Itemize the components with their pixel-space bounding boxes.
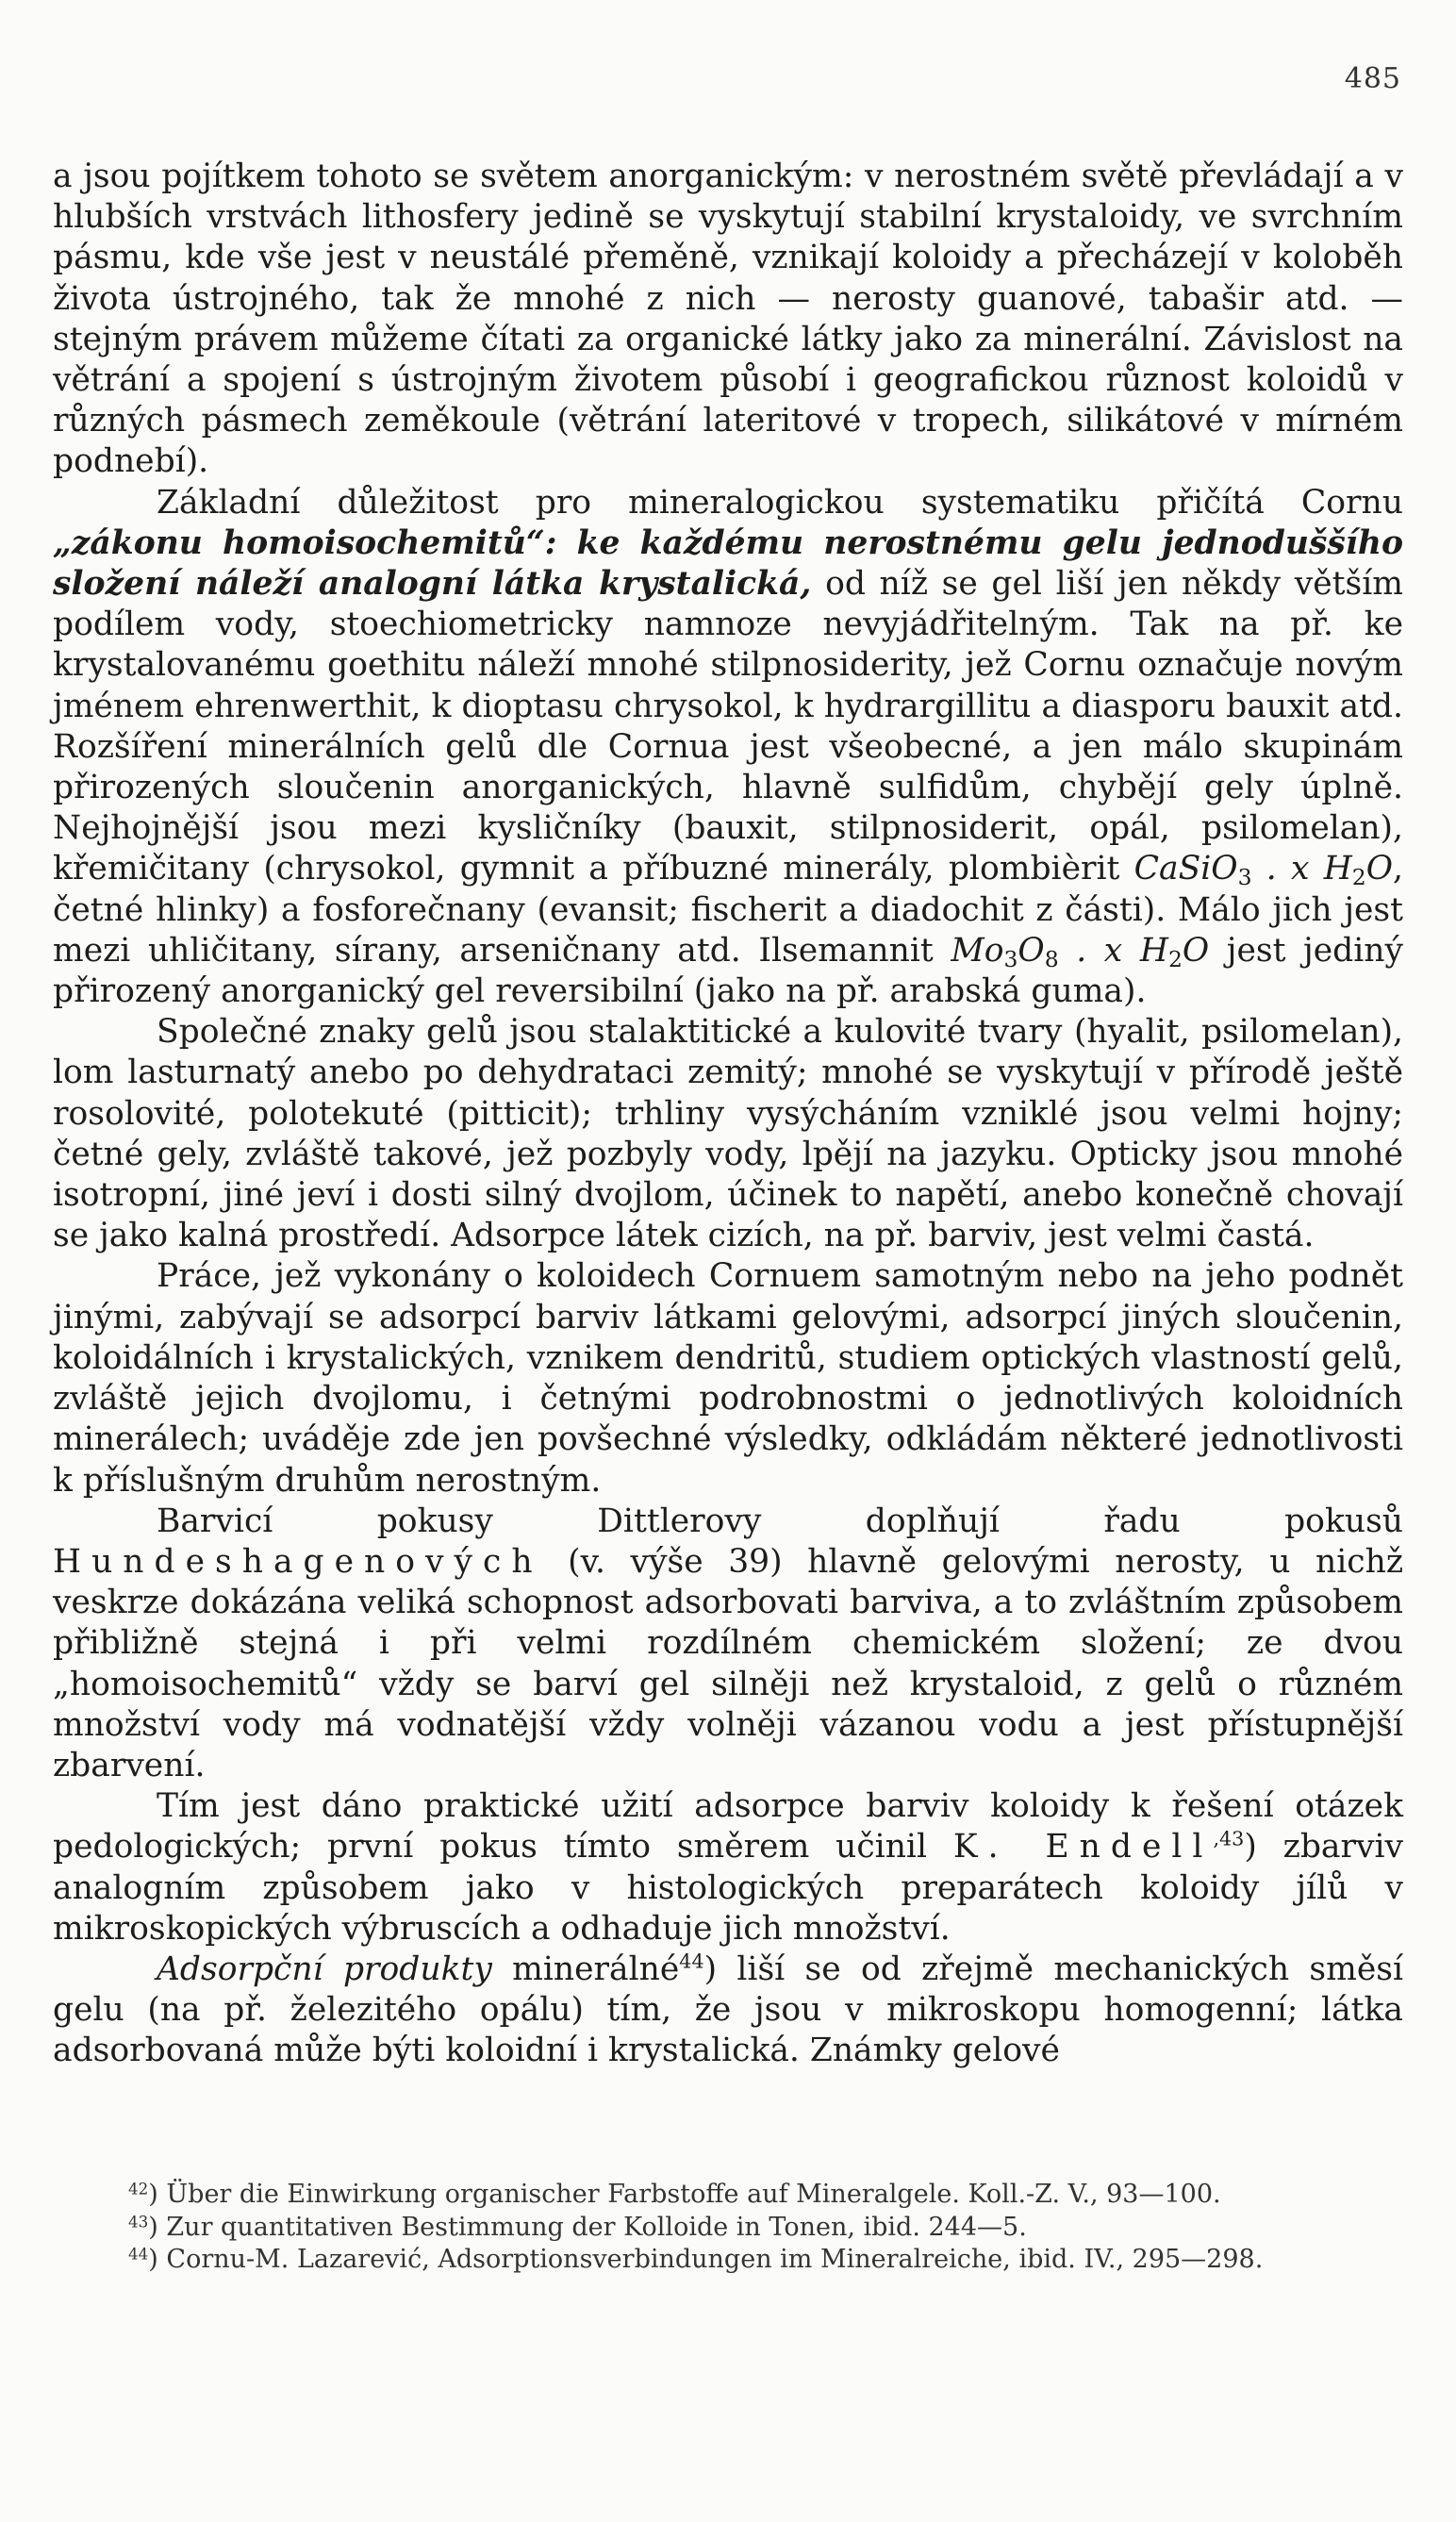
text-run: a jsou pojítkem tohoto se světem anorganickým: v nerostném světě převládají a v hlubších vrstvách lithosfery jedině se vyskytují stabilní krystaloidy, ve svrchním pásmu, kde vše jest v neustálé přeměně, vznikají koloidy a přecházejí v koloběh života ústrojného, tak že mnohé z nich — nerosty guanové, tabašir atd. — stejným právem můžeme čítati za organické látky jako za minerální. Závislost na větrání a spojení s ústrojným životem působí i geografickou různost koloidů v různých pásmech zeměkoule (větrání lateritové v tropech, silikátové v mírném podnebí). [53, 158, 1403, 481]
text-run: . [1251, 850, 1291, 888]
text-run: Základní důležitost pro mineralogickou systematiku přičítá Cornu [157, 483, 1403, 522]
text-run: (v. výše 39) hlavně gelovými nerosty, u nichž veskrze dokázána veliká schopnost adsorbovati barviva, a to zvláštním způsobem přibližně stejná i při velmi rozdílném chemickém složení; ze dvou „homoisochemitů“ vždy se barví gel silněji než krystaloid, z gelů o různém množství vody má vodnatější vždy volněji vázanou vodu a jest přístupnější zbarvení. [53, 1542, 1403, 1784]
body-text [53, 157, 1403, 2072]
text-run: K. Endell [952, 1828, 1214, 1867]
text-run: , četné hlinky) a fosforečnany (evansit; fischerit a diadochit z části). Málo jich jest mezi uhličitany, sírany, arseničnany atd. Ilsemannit [53, 850, 1403, 970]
text-run: Barvicí pokusy Dittlerovy doplňují řadu pokusů [157, 1502, 1403, 1540]
text-run: O [1365, 850, 1394, 888]
footnote-text: ) Cornu-M. Lazarević, Adsorptionsverbindungen im Mineralreiche, ibid. IV., 295—298. [148, 2245, 1264, 2274]
text-run: jest jediný přirozený anorganický gel reversibilní (jako na př. arabská guma). [53, 931, 1403, 1011]
text-run: . [1058, 931, 1104, 970]
footnote [53, 2244, 1403, 2277]
footnote-text: ) Über die Einwirkung organischer Farbstoffe auf Mineralgele. Koll.-Z. V., 93—100. [148, 2180, 1221, 2209]
footnote-ref: ,43 [1213, 1827, 1245, 1850]
footnote-text: ) Zur quantitativen Bestimmung der Kolloide in Tonen, ibid. 244—5. [148, 2212, 1027, 2242]
paragraph [53, 1502, 1403, 1786]
text-run: Hundeshagenových [53, 1542, 543, 1581]
text-run: O [1018, 931, 1045, 970]
text-run: Adsorpční produkty [157, 1950, 492, 1988]
text-run: O [1182, 931, 1210, 970]
text-run: x H [1290, 850, 1352, 888]
text-run: minerálné [491, 1950, 680, 1988]
text-run: „zákonu homoisochemitů“: ke každému nerostnému gelu jednoduššího složení náleží analogní látka krystalická, [53, 523, 1403, 604]
text-run: Tím jest dáno praktické užití adsorpce barviv koloidy k řešení otázek pedologických; první pokus tímto směrem učinil [53, 1787, 1403, 1867]
text-run: CaSiO [1133, 850, 1238, 888]
subscript: 8 [1044, 945, 1059, 972]
footnote-mark: 42 [128, 2179, 149, 2198]
subscript: 3 [1237, 864, 1252, 891]
text-run: Mo [951, 931, 1004, 970]
text-run: ) liší se od zřejmě mechanických směsí gelu (na př. železitého opálu) tím, že jsou v mikroskopu homogenní; látka adsorbovaná může býti koloidní i krystalická. Známky gelové [53, 1950, 1403, 2070]
text-run: x H [1103, 931, 1168, 970]
footnotes [53, 2179, 1403, 2277]
paragraph [53, 1786, 1403, 1950]
paragraph [53, 157, 1403, 483]
subscript: 2 [1167, 945, 1183, 972]
footnote-ref: 44 [679, 1950, 704, 1973]
text-run: Práce, jež vykonány o koloidech Cornuem samotným nebo na jeho podnět jinými, zabývají se adsorpcí barviv látkami gelovými, adsorpcí jiných sloučenin, koloidálních i krystalických, vznikem dendritů, studiem optických vlastností gelů, zvláště jejich dvojlomu, i četnými podrobnostmi o jednotlivých koloidních minerálech; uváděje zde jen povšechné výsledky, odkládám některé jednotlivosti k příslušným druhům nerostným. [53, 1257, 1403, 1500]
paragraph [53, 1012, 1403, 1256]
subscript: 2 [1351, 864, 1366, 891]
footnote-mark: 43 [128, 2212, 149, 2232]
text-run: od níž se gel liší jen někdy větším podílem vody, stoechiometricky namnoze nevyjádřitelným. Tak na př. ke krystalovanému goethitu náleží mnohé stilpnosiderity, jež Cornu označuje novým jménem ehrenwerthit, k dioptasu chrysokol, k hydrargillitu a diasporu bauxit atd. Rozšíření minerálních gelů dle Cornua jest všeobecné, a jen málo skupinám přirozených sloučenin anorganických, hlavně sulfidům, chybějí gely úplně. Nejhojnější jsou mezi kysličníky (bauxit, stilpnosiderit, opál, psilomelan), křemičitany (chrysokol, gymnit a příbuzné minerály, plombièrit [53, 565, 1403, 888]
paragraph [53, 483, 1403, 1013]
page-number: 485 [1344, 62, 1401, 95]
footnote [53, 2212, 1403, 2245]
subscript: 3 [1003, 945, 1018, 972]
text-run: ) zbarviv analogním způsobem jako v histologických preparátech koloidy jílů v mikroskopických výbruscích a odhaduje jich množství. [53, 1828, 1403, 1948]
paragraph [53, 1256, 1403, 1501]
text-run: Společné znaky gelů jsou stalaktitické a kulovité tvary (hyalit, psilomelan), lom lasturnatý anebo po dehydrataci zemitý; mnohé se vyskytují v přírodě ještě rosolovité, polotekuté (pitticit); trhliny vysýcháním vzniklé jsou velmi hojny; četné gely, zvláště takové, jež pozbyly vody, lpějí na jazyku. Opticky jsou mnohé isotropní, jiné jeví i dosti silný dvojlom, účinek to napětí, anebo konečně chovají se jako kalná prostředí. Adsorpce látek cizích, na př. barviv, jest velmi častá. [53, 1013, 1403, 1255]
footnote [53, 2179, 1403, 2212]
paragraph [53, 1950, 1403, 2072]
footnote-mark: 44 [128, 2244, 149, 2264]
